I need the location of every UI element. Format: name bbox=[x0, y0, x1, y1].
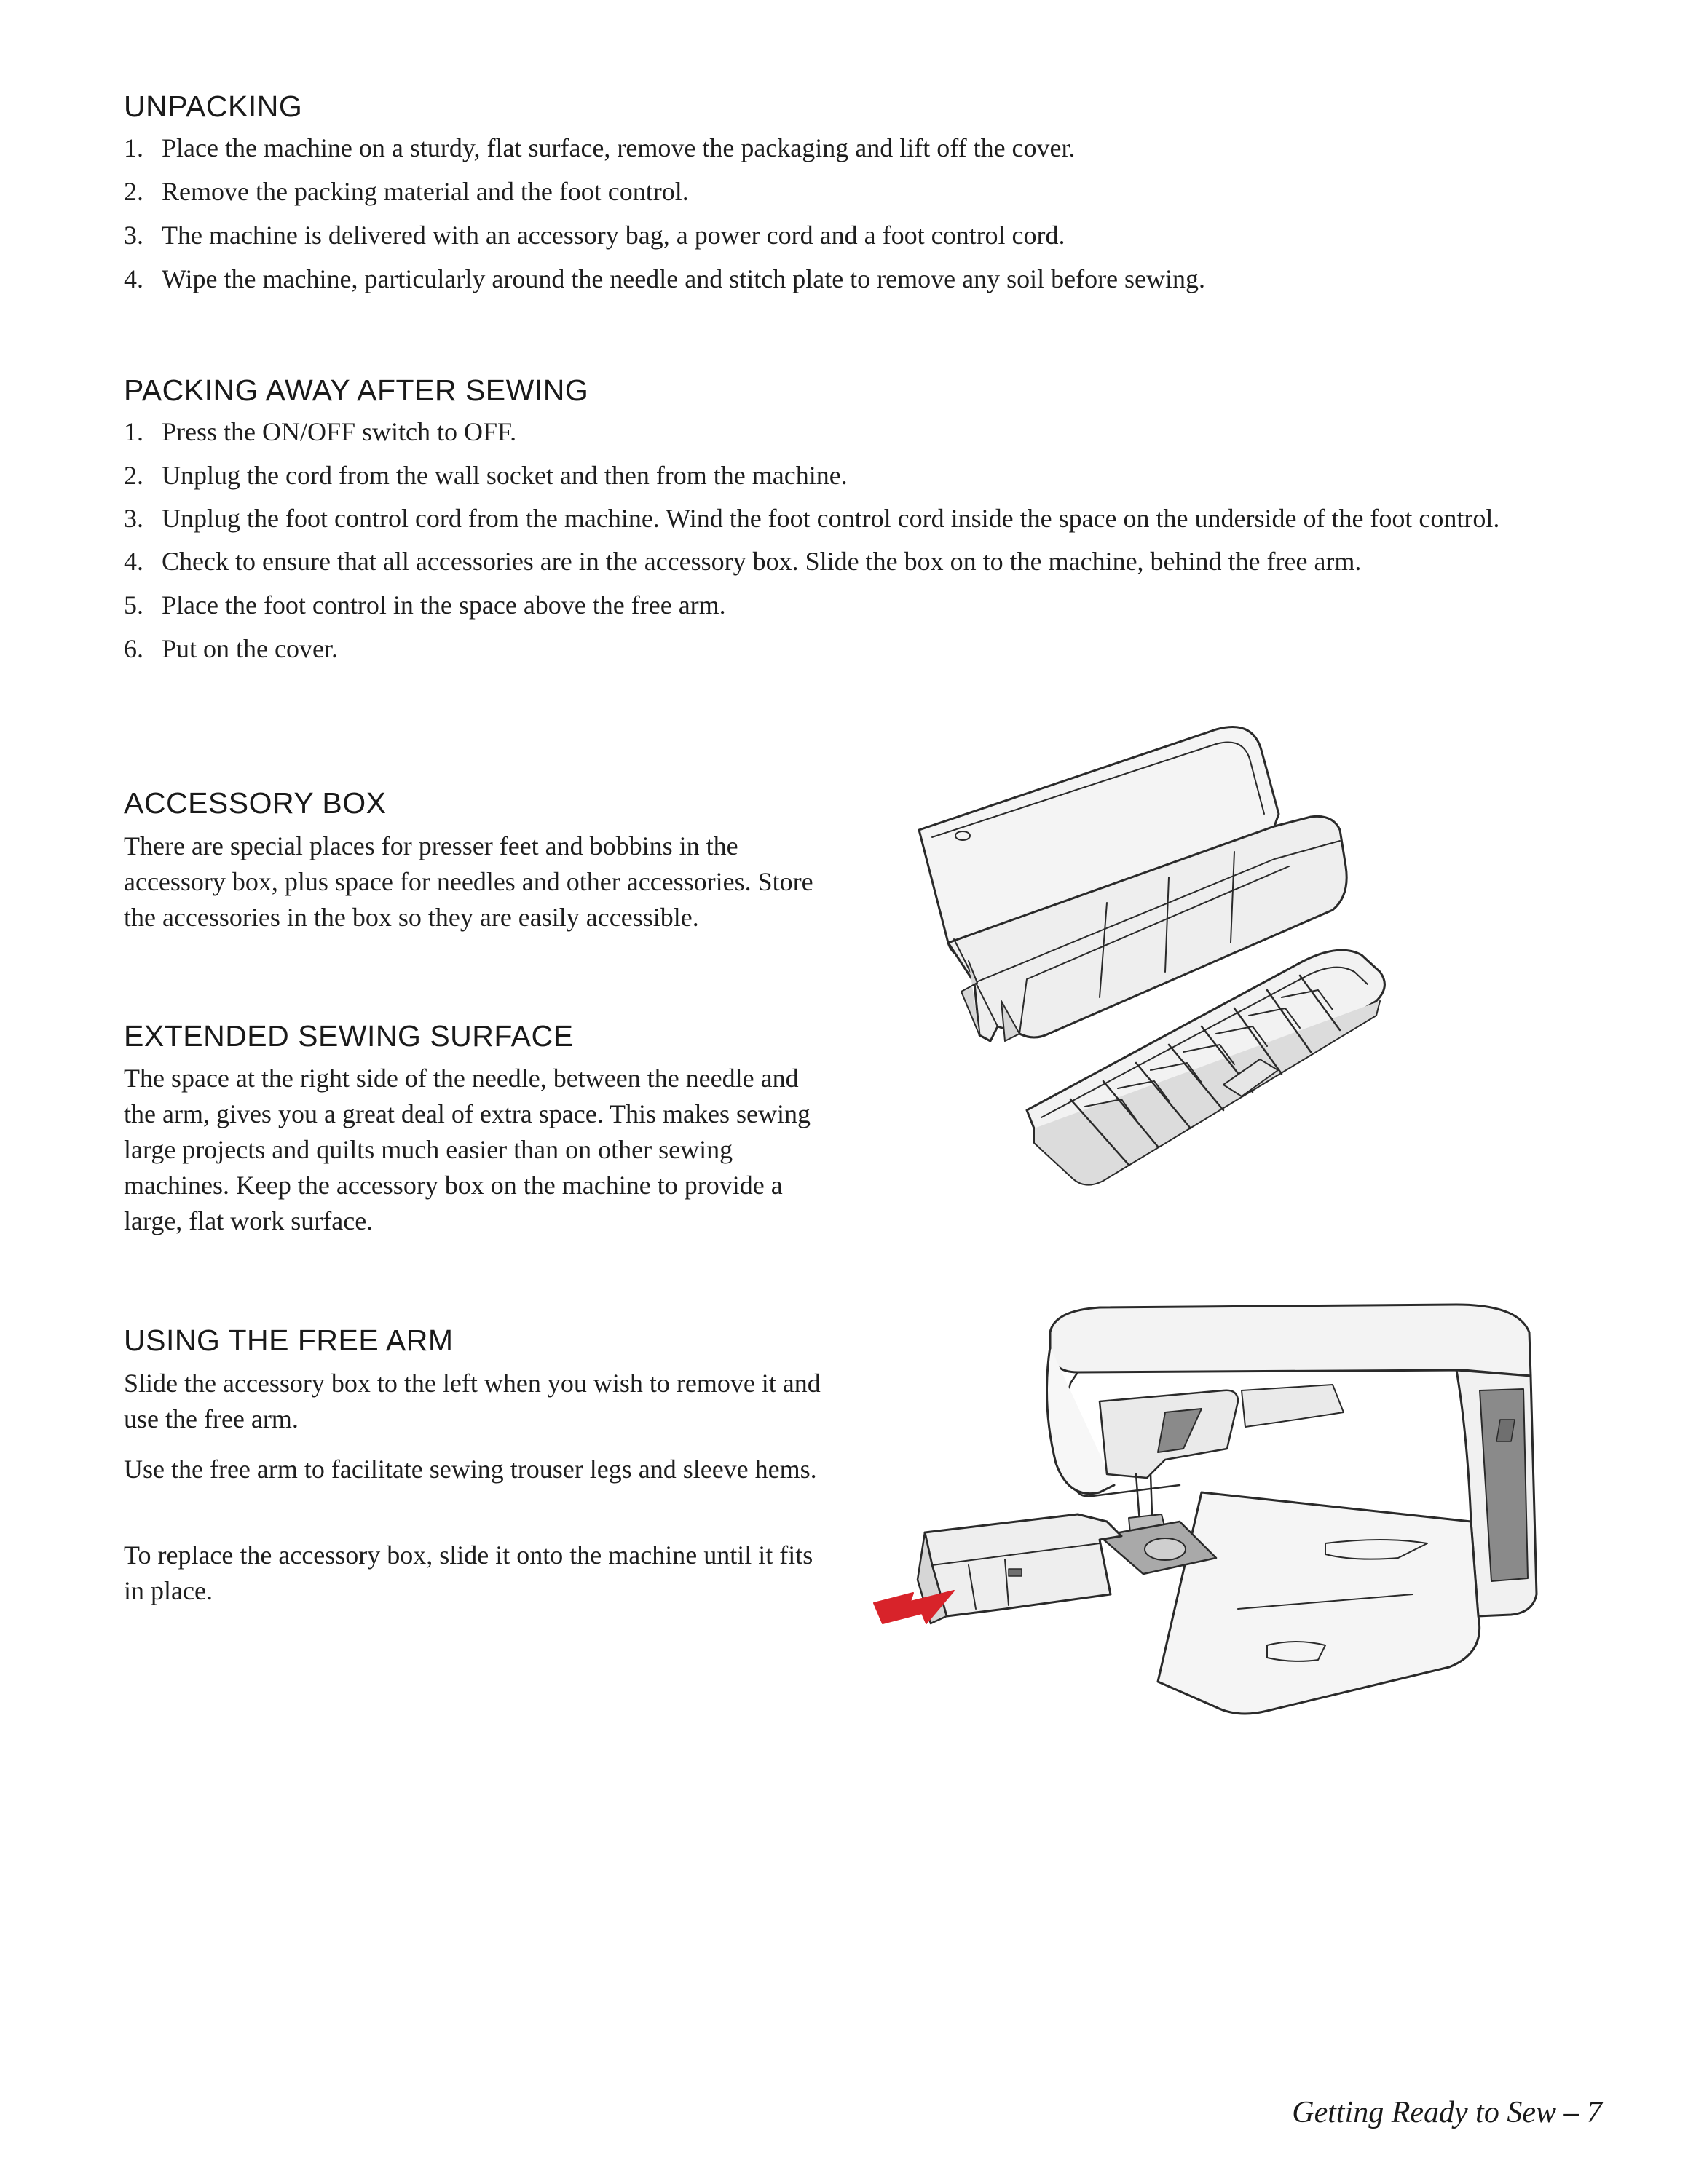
heading-packing-away: PACKING AWAY AFTER SEWING bbox=[124, 373, 589, 407]
list-item: 5. Place the foot control in the space above the free arm. bbox=[124, 590, 726, 620]
extended-surface-text: The space at the right side of the needle, between the needle and the arm, gives you a great deal of extra space. This makes sewing large projects and quilts much easier than on other sewing machines. Keep the accessory box on the machine to provide a large, flat work surface. bbox=[124, 1064, 811, 1235]
accessory-box-illustration bbox=[910, 721, 1507, 1245]
machine-bed bbox=[1158, 1492, 1480, 1714]
accessory-box-text: There are special places for presser feet and bobbins in the accessory box, plus space for needles and other accessories. Store the accessories in the box so they are easily accessible. bbox=[124, 831, 813, 932]
packing-steps bbox=[124, 414, 1566, 674]
free-arm-text-2: Use the free arm to facilitate sewing trouser legs and sleeve hems. bbox=[124, 1455, 817, 1484]
free-arm-text-3: To replace the accessory box, slide it onto the machine until it fits in place. bbox=[124, 1540, 813, 1605]
page-footer: Getting Ready to Sew – 7 bbox=[1292, 2096, 1602, 2129]
list-item: 2. Unplug the cord from the wall socket and then from the machine. bbox=[124, 461, 848, 490]
list-item: 6. Put on the cover. bbox=[124, 634, 338, 663]
list-item: 3. Unplug the foot control cord from the machine. Wind the foot control cord inside the space on the underside of the foot control. bbox=[124, 504, 1500, 533]
list-item: 3. The machine is delivered with an accessory bag, a power cord and a foot control cord. bbox=[124, 221, 1065, 250]
accessory-box-slide bbox=[925, 1514, 1121, 1616]
list-item: 4. Wipe the machine, particularly around the needle and stitch plate to remove any soil before sewing. bbox=[124, 264, 1206, 293]
heading-accessory-box: ACCESSORY BOX bbox=[124, 786, 387, 820]
list-item: 1. Place the machine on a sturdy, flat surface, remove the packaging and lift off the cover. bbox=[124, 133, 1076, 162]
list-item: 2. Remove the packing material and the foot control. bbox=[124, 177, 689, 206]
list-item: 4. Check to ensure that all accessories are in the accessory box. Slide the box on to the machine, behind the free arm. bbox=[124, 547, 1362, 576]
heading-extended-sewing-surface: EXTENDED SEWING SURFACE bbox=[124, 1019, 574, 1053]
sewing-machine-illustration bbox=[859, 1303, 1544, 1784]
heading-using-free-arm: USING THE FREE ARM bbox=[124, 1324, 454, 1357]
heading-unpacking: UNPACKING bbox=[124, 90, 303, 123]
free-arm-text-1: Slide the accessory box to the left when you wish to remove it and use the free arm. bbox=[124, 1369, 821, 1433]
list-item: 1. Press the ON/OFF switch to OFF. bbox=[124, 417, 517, 446]
machine-top-arm bbox=[1050, 1305, 1531, 1376]
unpacking-steps bbox=[124, 130, 1580, 304]
